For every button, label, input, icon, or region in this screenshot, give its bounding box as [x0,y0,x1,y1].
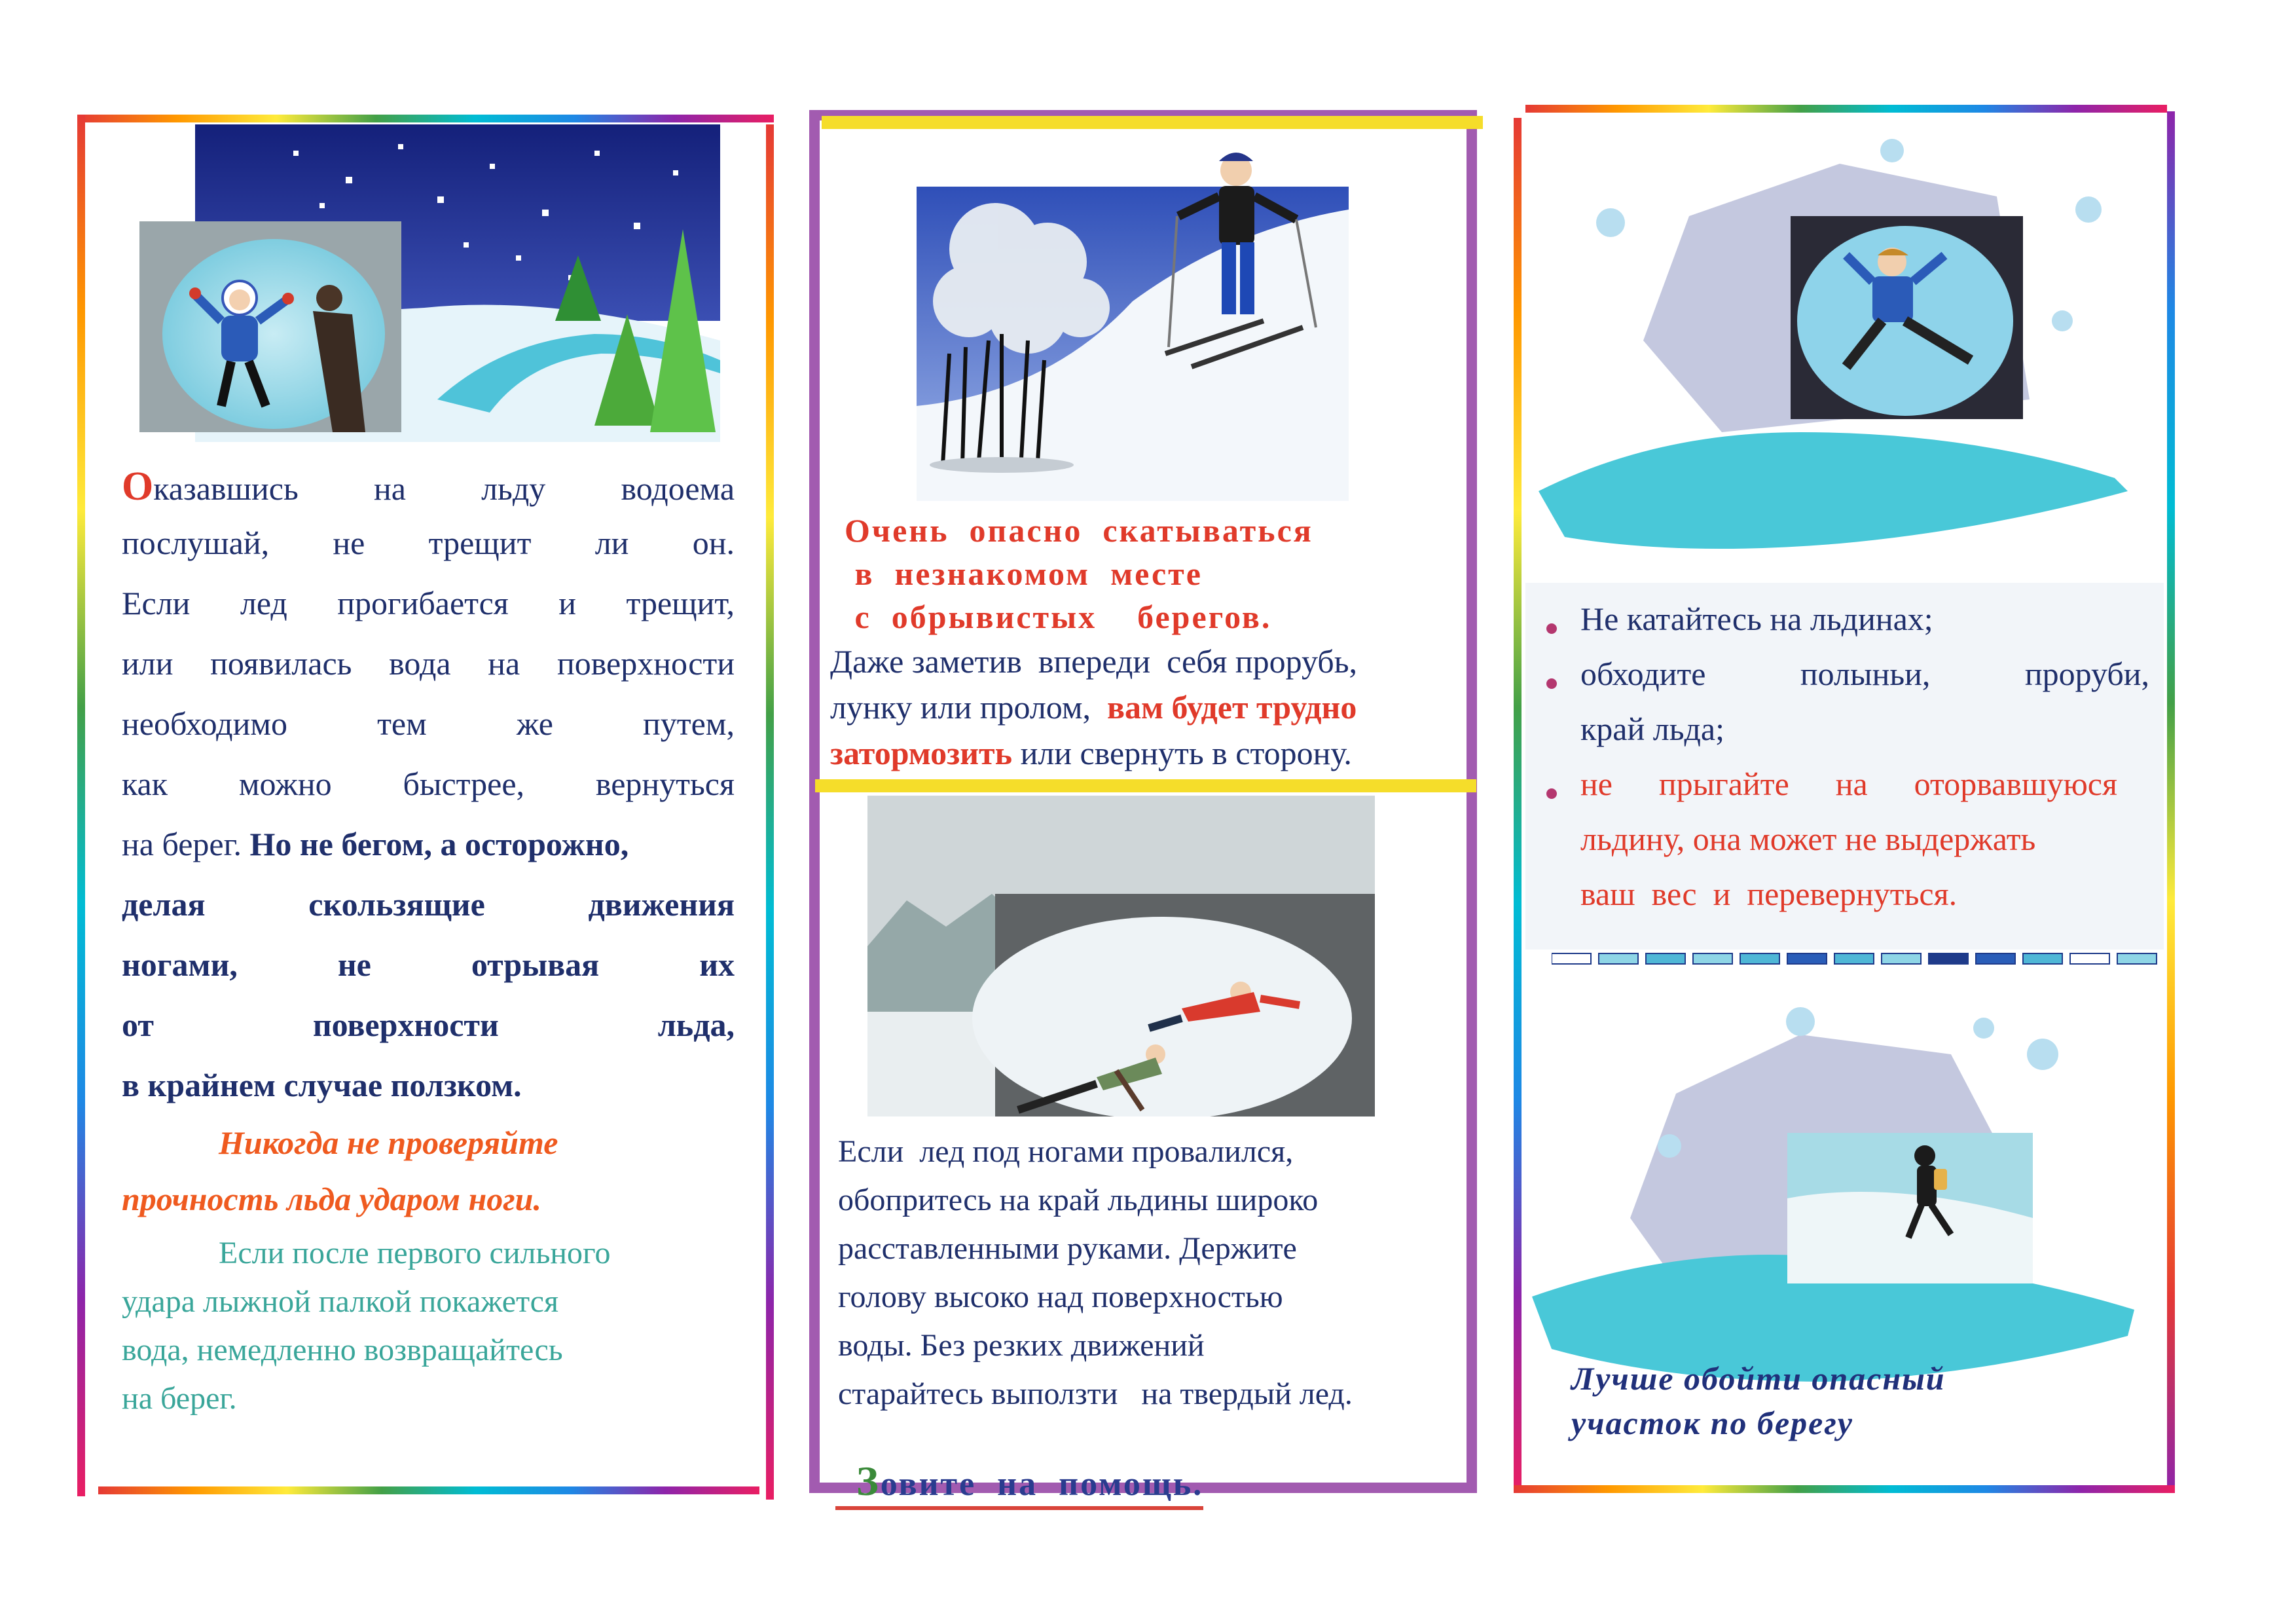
word: прогибается [337,585,509,621]
word: не прыгайте [1580,766,1789,802]
panel-right-top-border [1525,105,2167,113]
paragraph-line [830,737,1453,783]
teal-line: Если после первого сильного [219,1236,611,1270]
safety-bullets [1544,602,2149,932]
word: трещит [428,525,532,561]
word: проруби, [2024,655,2150,692]
bullet-text [1580,767,2117,800]
word: льду [481,470,546,507]
paragraph-line: воды. Без резких движений [838,1328,1205,1363]
call-for-help [835,1426,1203,1510]
paragraph-line [122,767,735,828]
paragraph-line [122,1008,735,1069]
shore-advice [1571,1362,1946,1451]
paragraph-line [122,707,735,767]
ice-strip-divider [1552,951,2160,968]
bullet-list [1544,602,2149,932]
paragraph-line: обопритесь на край льдины широко [838,1183,1319,1217]
text-run-red: вам будет трудно [1107,689,1357,726]
panel-left-left-border [77,115,85,1496]
bullet-text: край льда; [1580,710,1725,747]
paragraph-line [122,647,735,707]
word: на [373,470,406,507]
word: их [699,946,735,983]
word: водоема [621,470,735,507]
skier-illustration [917,131,1349,501]
panel-left-right-border [766,124,774,1500]
heading-line: в незнакомом месте [845,555,1203,592]
word: можно [238,766,332,802]
bullet-text: Не катайтесь на льдинах; [1580,600,1933,637]
paragraph-line [122,948,735,1008]
panel-left-bottom-border [98,1486,759,1494]
paragraph-line: в крайнем случае ползком. [122,1067,522,1103]
yellow-bar-top [822,116,1483,129]
word: от [122,1006,154,1043]
bullet-item [1544,657,2149,712]
word: же [516,705,553,742]
word: трещит, [626,585,735,621]
teal-paragraph [122,1238,611,1431]
bullet-item [1544,602,2149,657]
paragraph-line [122,828,735,888]
ice-rescue-illustration [867,796,1375,1116]
text-run-bold: Но не бегом, а осторожно, [249,826,629,862]
word: как [122,766,168,802]
text-run: лунку или пролом, [830,689,1091,726]
word: или появилась вода [122,645,451,682]
word: казавшись [153,470,299,507]
panel-right-left-border [1514,118,1522,1493]
paragraph-line [122,466,735,526]
panel-middle-left-border [809,110,820,1493]
word: Если лед [122,585,287,621]
panel-left-top-border [77,115,774,122]
word: обходите [1580,655,1706,692]
word: путем, [643,705,735,742]
paragraph-line: Даже заметив впереди себя прорубь, [830,643,1358,680]
teal-line: на берег. [122,1381,237,1416]
word: на [488,645,520,682]
call-text: овите на помощь. [880,1466,1204,1503]
warning-line-1: Никогда не проверяйте [219,1124,558,1161]
warning-line-2: прочность льда ударом ноги. [122,1181,541,1217]
paragraph-line [122,526,735,587]
word: движения [588,886,735,923]
paragraph-line: голову высоко над поверхностью [838,1280,1283,1314]
word: льда, [657,1006,735,1043]
word: тем [377,705,427,742]
ice-floe-illustration [1525,124,2160,583]
word: быстрее, [403,766,525,802]
paragraph-line: Если лед под ногами провалился, [838,1134,1294,1169]
paragraph-line [122,888,735,948]
word: поверхности [556,645,735,682]
panel-right-bottom-border [1514,1485,2175,1493]
shore-walk-illustration [1525,982,2160,1388]
paragraph-line [830,691,1453,737]
word: ли [594,525,629,561]
text-run: или свернуть в сторону. [1012,735,1352,771]
bullet-dot-icon [1546,623,1557,634]
teal-line: удара лыжной палкой покажется [122,1284,559,1319]
call-drop-cap: З [856,1458,881,1504]
word: скользящие [308,886,485,923]
word: оторвавшуюся [1914,766,2117,802]
paragraph-ice-intro [122,466,735,1129]
word: на [1835,766,1868,802]
paragraph-ice-break [838,1136,1353,1427]
drop-cap: О [122,464,154,509]
panel-middle-right-border [1467,110,1477,1493]
text-run-red: затормозить [830,735,1013,771]
bullet-text [1580,657,2149,690]
winter-night-illustration [97,124,720,442]
word: отрывая [471,946,600,983]
heading-line: с обрывистых берегов. [845,599,1272,635]
word: делая [122,886,206,923]
word: ногами, [122,946,238,983]
heading-line: Очень опасно скатываться [845,512,1313,549]
advice-line: Лучше обойти опасный [1571,1360,1946,1397]
paragraph-line [122,587,735,647]
paragraph-braking [830,645,1453,783]
yellow-bar-middle [815,779,1476,792]
word: поверхности [312,1006,499,1043]
bullet-continuation [1544,712,2149,767]
bullet-item [1544,767,2149,822]
teal-line: вода, немедленно возвращайтесь [122,1333,563,1367]
bullet-dot-icon [1546,678,1557,689]
bullet-text: ваш вес и перевернуться. [1580,876,1958,912]
word: и [558,585,577,621]
panel-right-right-border [2167,111,2175,1493]
bullet-continuation [1544,877,2149,932]
word: не [337,946,371,983]
paragraph-line: расставленными руками. Держите [838,1231,1297,1266]
text-run: на берег. [122,826,242,862]
paragraph-line: старайтесь выползти на твердый лед. [838,1376,1353,1411]
word: не [333,525,365,561]
heading-dangerous-slopes [845,514,1313,644]
bullet-text: льдину, она может не выдержать [1580,821,2036,857]
word: он. [692,525,735,561]
bullet-continuation [1544,822,2149,877]
word: полыньи, [1800,655,1931,692]
word: послушай, [122,525,270,561]
advice-line: участок по берегу [1571,1405,1853,1441]
word: вернуться [595,766,735,802]
word: необходимо [122,705,287,742]
bullet-dot-icon [1546,788,1557,799]
